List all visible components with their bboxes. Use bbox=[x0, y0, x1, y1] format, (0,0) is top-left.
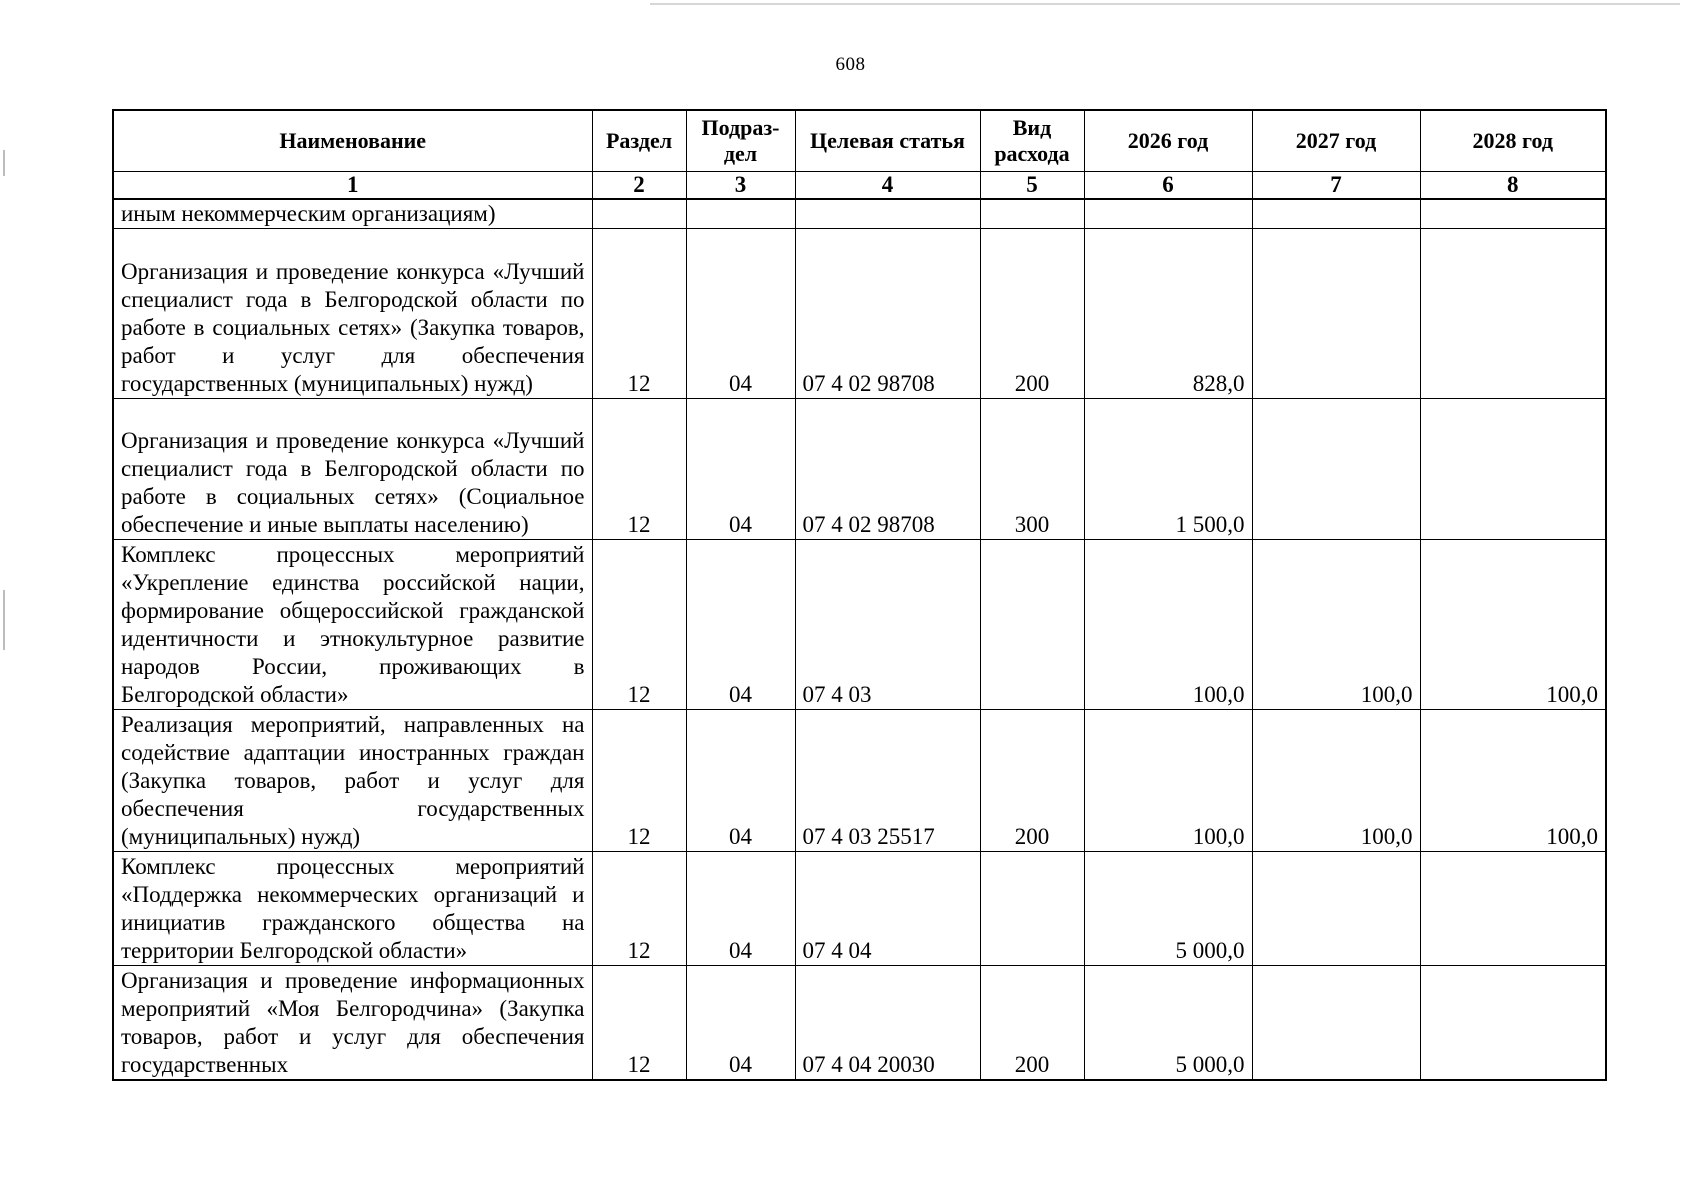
row-name: Комплекс процессных мероприятий «Укрепление единства российской нации, формирование общероссийской гражданской идентичности и этнокультурное развитие народов России, проживающих в Белгородской области» bbox=[113, 540, 592, 710]
scan-margin-mark bbox=[3, 150, 5, 176]
row-amount-2027 bbox=[1252, 852, 1420, 966]
row-podrazdel: 04 bbox=[686, 852, 795, 966]
header-razdel: Раздел bbox=[592, 110, 686, 171]
budget-table bbox=[112, 109, 1607, 1081]
row-amount-2027 bbox=[1252, 399, 1420, 540]
row-target-article: 07 4 03 25517 bbox=[795, 710, 980, 852]
header-year-2028: 2028 год bbox=[1420, 110, 1606, 171]
row-amount-2026: 100,0 bbox=[1084, 710, 1252, 852]
row-amount-2026: 828,0 bbox=[1084, 229, 1252, 399]
row-target-article: 07 4 02 98708 bbox=[795, 229, 980, 399]
header-podrazdel: Подраз-дел bbox=[686, 110, 795, 171]
column-number: 7 bbox=[1252, 171, 1420, 199]
table-row bbox=[113, 852, 1606, 966]
row-razdel: 12 bbox=[592, 540, 686, 710]
row-amount-2028 bbox=[1420, 852, 1606, 966]
table-row bbox=[113, 540, 1606, 710]
column-number: 3 bbox=[686, 171, 795, 199]
scan-margin-mark bbox=[3, 590, 5, 650]
row-amount-2028 bbox=[1420, 199, 1606, 229]
row-target-article bbox=[795, 199, 980, 229]
row-target-article: 07 4 03 bbox=[795, 540, 980, 710]
row-amount-2026: 5 000,0 bbox=[1084, 966, 1252, 1080]
row-amount-2028 bbox=[1420, 229, 1606, 399]
table-row bbox=[113, 966, 1606, 1080]
row-expense-type bbox=[980, 540, 1084, 710]
header-target-article: Целевая статья bbox=[795, 110, 980, 171]
column-number: 2 bbox=[592, 171, 686, 199]
row-expense-type bbox=[980, 852, 1084, 966]
row-podrazdel bbox=[686, 199, 795, 229]
row-amount-2028 bbox=[1420, 399, 1606, 540]
row-target-article: 07 4 04 20030 bbox=[795, 966, 980, 1080]
header-name: Наименование bbox=[113, 110, 592, 171]
row-razdel: 12 bbox=[592, 852, 686, 966]
row-razdel: 12 bbox=[592, 966, 686, 1080]
column-number: 8 bbox=[1420, 171, 1606, 199]
row-amount-2027 bbox=[1252, 199, 1420, 229]
row-razdel: 12 bbox=[592, 710, 686, 852]
row-podrazdel: 04 bbox=[686, 966, 795, 1080]
row-podrazdel: 04 bbox=[686, 229, 795, 399]
row-name: Реализация мероприятий, направленных на содействие адаптации иностранных граждан (Закупка товаров, работ и услуг для обеспечения государственных (муниципальных) нужд) bbox=[113, 710, 592, 852]
row-podrazdel: 04 bbox=[686, 399, 795, 540]
table-row bbox=[113, 229, 1606, 399]
column-number-row bbox=[113, 171, 1606, 199]
table-row bbox=[113, 399, 1606, 540]
table-header-row bbox=[113, 110, 1606, 171]
column-number: 4 bbox=[795, 171, 980, 199]
table-row bbox=[113, 710, 1606, 852]
row-name: Организация и проведение конкурса «Лучший специалист года в Белгородской области по работе в социальных сетях» (Социальное обеспечение и иные выплаты населению) bbox=[113, 399, 592, 540]
row-target-article: 07 4 02 98708 bbox=[795, 399, 980, 540]
header-year-2027: 2027 год bbox=[1252, 110, 1420, 171]
header-expense-type: Вид расхода bbox=[980, 110, 1084, 171]
column-number: 6 bbox=[1084, 171, 1252, 199]
row-amount-2028: 100,0 bbox=[1420, 540, 1606, 710]
column-number: 1 bbox=[113, 171, 592, 199]
row-amount-2027: 100,0 bbox=[1252, 540, 1420, 710]
row-expense-type bbox=[980, 199, 1084, 229]
column-number: 5 bbox=[980, 171, 1084, 199]
row-amount-2027 bbox=[1252, 229, 1420, 399]
row-expense-type: 200 bbox=[980, 966, 1084, 1080]
row-name: Организация и проведение конкурса «Лучший специалист года в Белгородской области по работе в социальных сетях» (Закупка товаров, работ и услуг для обеспечения государственных (муниципальных) нужд) bbox=[113, 229, 592, 399]
row-expense-type: 200 bbox=[980, 710, 1084, 852]
row-target-article: 07 4 04 bbox=[795, 852, 980, 966]
row-podrazdel: 04 bbox=[686, 540, 795, 710]
row-amount-2027: 100,0 bbox=[1252, 710, 1420, 852]
page-number: 608 bbox=[835, 54, 866, 75]
row-amount-2026: 5 000,0 bbox=[1084, 852, 1252, 966]
row-amount-2026: 1 500,0 bbox=[1084, 399, 1252, 540]
row-name: иным некоммерческим организациям) bbox=[113, 199, 592, 229]
row-amount-2026: 100,0 bbox=[1084, 540, 1252, 710]
row-razdel bbox=[592, 199, 686, 229]
row-expense-type: 300 bbox=[980, 399, 1084, 540]
row-amount-2028: 100,0 bbox=[1420, 710, 1606, 852]
table-row bbox=[113, 199, 1606, 229]
header-year-2026: 2026 год bbox=[1084, 110, 1252, 171]
row-expense-type: 200 bbox=[980, 229, 1084, 399]
row-name: Организация и проведение информационных мероприятий «Моя Белгородчина» (Закупка товаров, работ и услуг для обеспечения государственных bbox=[113, 966, 592, 1080]
row-name: Комплекс процессных мероприятий «Поддержка некоммерческих организаций и инициатив гражданского общества на территории Белгородской области» bbox=[113, 852, 592, 966]
row-razdel: 12 bbox=[592, 399, 686, 540]
row-amount-2028 bbox=[1420, 966, 1606, 1080]
row-razdel: 12 bbox=[592, 229, 686, 399]
scan-edge-line bbox=[650, 3, 1680, 5]
row-amount-2026 bbox=[1084, 199, 1252, 229]
row-podrazdel: 04 bbox=[686, 710, 795, 852]
row-amount-2027 bbox=[1252, 966, 1420, 1080]
